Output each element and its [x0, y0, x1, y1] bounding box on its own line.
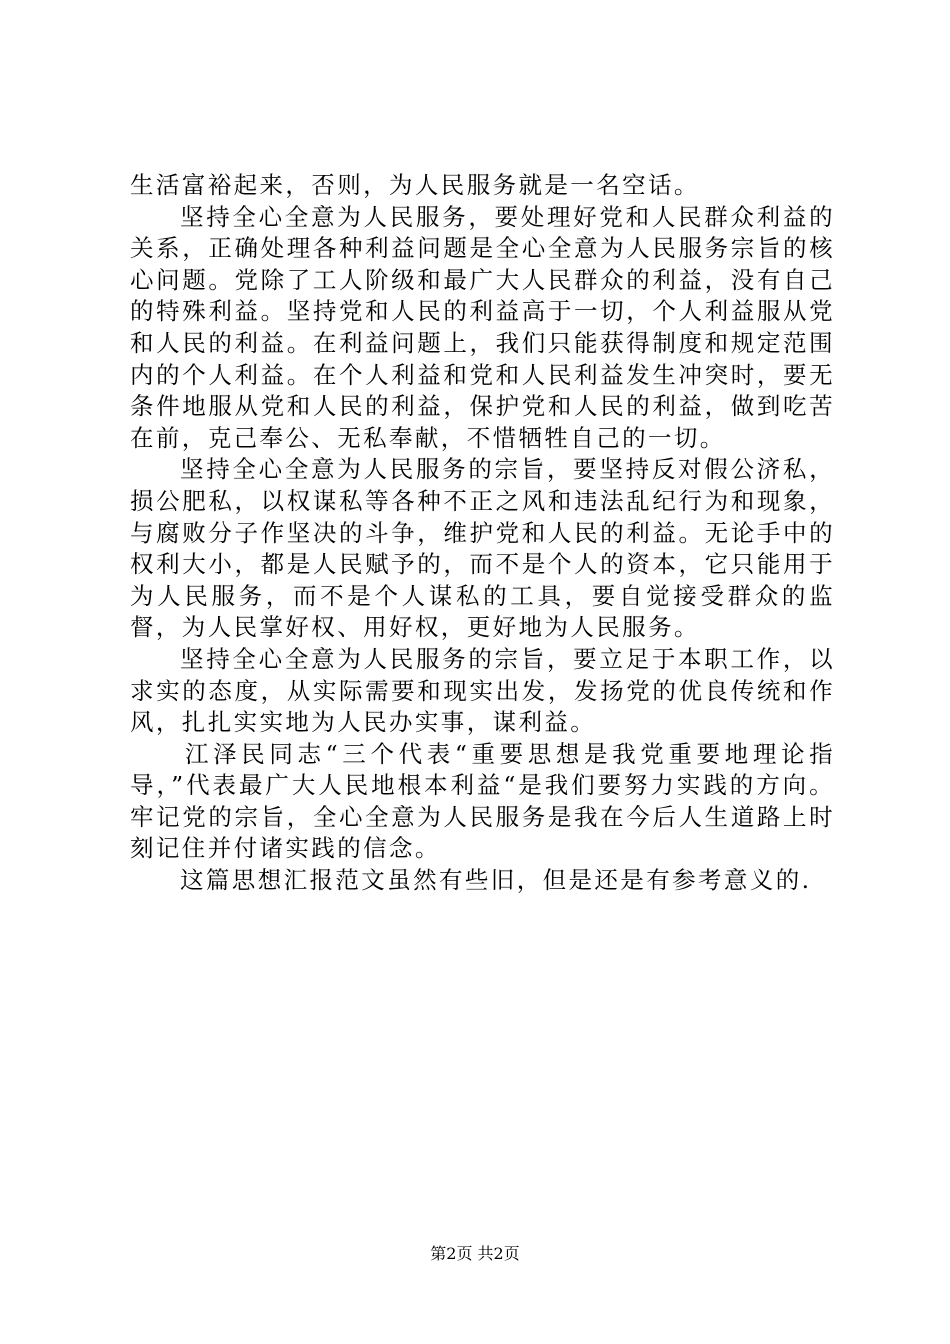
paragraph-practical-work: 坚持全心全意为人民服务的宗旨，要立足于本职工作，以求实的态度，从实际需要和现实出发，发扬党的优良传统和作风，扎扎实实地为人民办实事，谋利益。 [130, 644, 835, 737]
paragraph-three-represents: 江泽民同志“三个代表“重要思想是我党重要地理论指导，”代表最广大人民地根本利益“是我们要努力实践的方向。牢记党的宗旨，全心全意为人民服务是我在今后人生道路上时刻记住并付诸实践的信念。 [130, 739, 835, 863]
paragraph-continuation: 生活富裕起来，否则，为人民服务就是一名空话。 [130, 171, 700, 199]
document-body [130, 170, 835, 897]
paragraph-closing-note: 这篇思想汇报范文虽然有些旧，但是还是有参考意义的. [180, 866, 812, 895]
paragraph-anti-corruption: 坚持全心全意为人民服务的宗旨，要坚持反对假公济私，损公肥私，以权谋私等各种不正之风和违法乱纪行为和现象，与腐败分子作坚决的斗争，维护党和人民的利益。无论手中的权利大小，都是人民赋予的，而不是个人的资本，它只能用于为人民服务，而不是个人谋私的工具，要自觉接受群众的监督，为人民掌好权、用好权，更好地为人民服务。 [130, 455, 835, 642]
page-footer: 第2页 共2页 [430, 1244, 520, 1263]
paragraph-interest-relations: 坚持全心全意为人民服务，要处理好党和人民群众利益的关系，正确处理各种利益问题是全心全意为人民服务宗旨的核心问题。党除了工人阶级和最广大人民群众的利益，没有自己的特殊利益。坚持党和人民的利益高于一切，个人利益服从党和人民的利益。在利益问题上，我们只能获得制度和规定范围内的个人利益。在个人利益和党和人民利益发生冲突时，要无条件地服从党和人民的利益，保护党和人民的利益，做到吃苦在前，克己奉公、无私奉献，不惜牺牲自己的一切。 [130, 202, 835, 452]
